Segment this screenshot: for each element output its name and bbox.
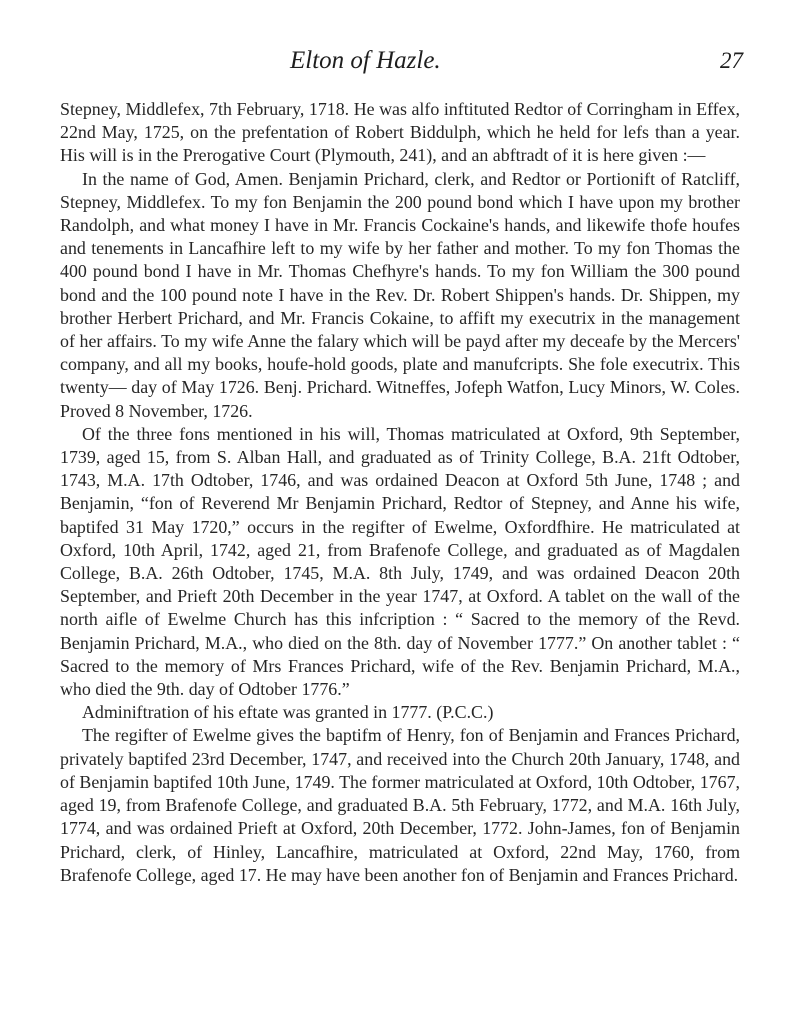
- paragraph: The regifter of Ewelme gives the baptifm of Henry, fon of Benjamin and Frances Prichard, privately baptifed 23rd December, 1747, and received into the Church 20th January, 1748, and of Benjamin baptifed 10th June, 1749. The former matriculated at Oxford, 10th Odtober, 1767, aged 19, from Brafenofe College, and graduated B.A. 5th February, 1772, and M.A. 16th July, 1774, and was ordained Prieft at Oxford, 20th December, 1772. John-James, fon of Benjamin Prichard, clerk, of Hinley, Lancafhire, matriculated at Oxford, 22nd May, 1760, from Brafenofe College, aged 17. He may have been another fon of Benjamin and Frances Prichard.: [60, 725, 740, 885]
- paragraph: Stepney, Middlefex, 7th February, 1718. He was alfo inftituted Redtor of Corringham in Effex, 22nd May, 1725, on the prefentation of Robert Biddulph, which he held for lefs than a year. His will is in the Prerogative Court (Plymouth, 241), and an abftradt of it is here given :—: [60, 99, 740, 166]
- page-number: 27: [720, 48, 743, 73]
- paragraph: Of the three fons mentioned in his will, Thomas matriculated at Oxford, 9th September, 1739, aged 15, from S. Alban Hall, and graduated as of Trinity College, B.A. 21ft Odtober, 1743, M.A. 17th Odtober, 1746, and was ordained Deacon at Oxford 5th June, 1748 ; and Benjamin, “fon of Reverend Mr Benjamin Prichard, Redtor of Stepney, and Anne his wife, baptifed 31 May 1720,” occurs in the regifter of Ewelme, Oxfordfhire. He matriculated at Oxford, 10th April, 1742, aged 21, from Brafenofe College, and graduated as of Magdalen College, B.A. 26th Odtober, 1745, M.A. 8th July, 1749, and was ordained Deacon 20th September, and Prieft 20th December in the year 1747, at Oxford. A tablet on the wall of the north aifle of Ewelme Church has this infcription : “ Sacred to the memory of the Revd. Benjamin Prichard, M.A., who died on the 8th. day of November 1777.” On another tablet : “ Sacred to the memory of Mrs Frances Prichard, wife of the Rev. Benjamin Prichard, M.A., who died the 9th. day of Odtober 1776.”: [60, 423, 740, 700]
- paragraph: In the name of God, Amen. Benjamin Prichard, clerk, and Redtor or Portionift of Ratcliff, Stepney, Middlefex. To my fon Benjamin the 200 pound bond which I have upon my brother Randolph, and what money I have in Mr. Francis Cockaine's hands, and likewife thofe houfes and tenements in Lancafhire left to my wife by her father and mother. To my fon Thomas the 400 pound bond I have in Mr. Thomas Chefhyre's hands. To my fon William the 300 pound bond and the 100 pound note I have in the Rev. Dr. Robert Shippen's hands. Dr. Shippen, my brother Herbert Prichard, and Mr. Francis Cokaine, to affift my executrix in the management of her affairs. To my wife Anne the falary which will be payd after my deceafe by the Mercers' company, and all my books, houfe-hold goods, plate and manufcripts. She fole executrix. This twenty— day of May 1726. Benj. Prichard. Witneffes, Jofeph Watfon, Lucy Minors, W. Coles. Proved 8 November, 1726.: [60, 168, 740, 421]
- body-text: [60, 98, 740, 887]
- paragraph: Adminiftration of his eftate was granted in 1777. (P.C.C.): [82, 702, 494, 723]
- running-title: Elton of Hazle.: [290, 47, 441, 74]
- running-head: [0, 46, 801, 76]
